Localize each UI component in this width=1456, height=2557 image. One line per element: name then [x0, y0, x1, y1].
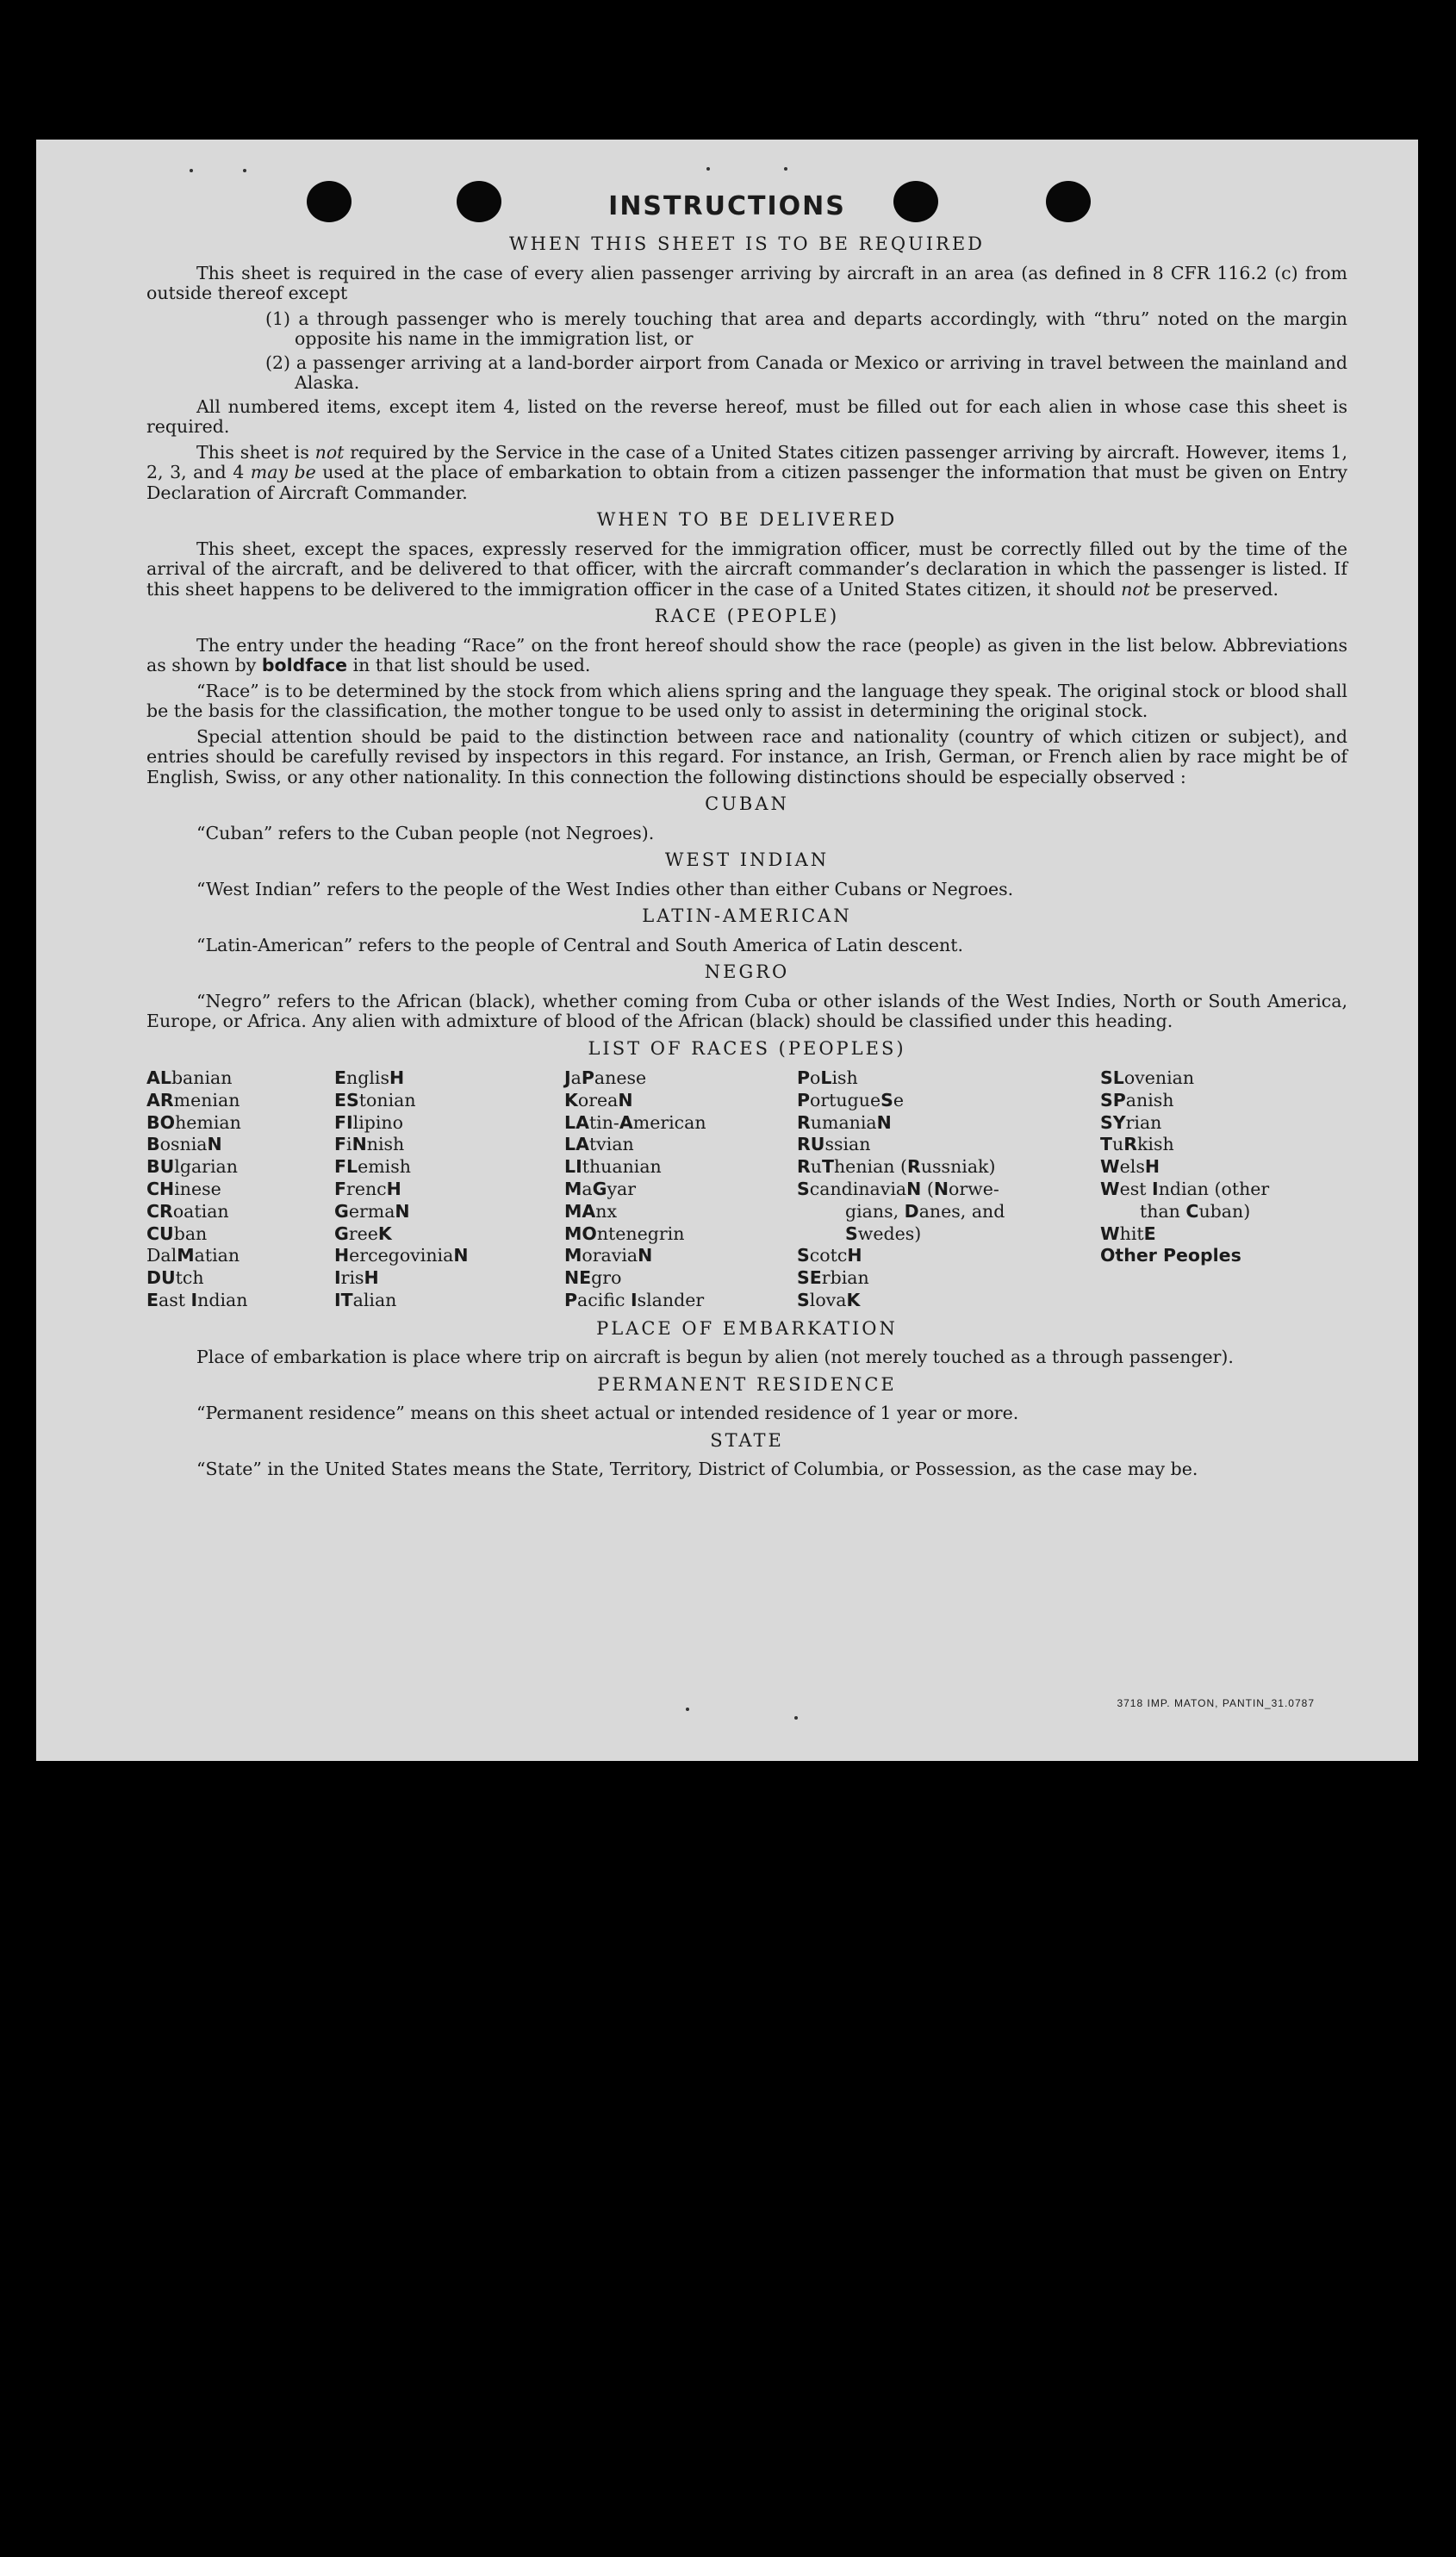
race-entry: GermaN — [334, 1200, 410, 1222]
page-title: INSTRUCTIONS — [608, 191, 846, 221]
paragraph: “State” in the United States means the State, Territory, District of Columbia, or Possession, as the case may be. — [196, 1459, 1198, 1480]
speck — [190, 169, 193, 172]
race-entry: SPanish — [1100, 1089, 1174, 1111]
instructions-body — [146, 234, 1347, 1485]
speck — [243, 169, 246, 172]
races-column — [146, 1067, 334, 1312]
section-heading: LIST OF RACES (PEOPLES) — [588, 1037, 906, 1059]
race-entry: SLovenian — [1100, 1067, 1195, 1088]
race-entry: Pacific Islander — [564, 1289, 705, 1310]
paragraph: All numbered items, except item 4, listed on the reverse hereof, must be filled out for each alien in whose case this sheet is required. — [146, 395, 1347, 437]
race-entry: LIthuanian — [564, 1156, 662, 1178]
races-column — [564, 1067, 797, 1312]
section-heading: STATE — [710, 1429, 784, 1451]
paragraph: “Negro” refers to the African (black), whether coming from Cuba or other islands of the West Indies, North or South America, Europe, or Africa. Any alien with admixture of blood of the African (black) should be classified under this heading. — [146, 990, 1347, 1031]
race-entry: SErbian — [797, 1267, 869, 1289]
race-entry: BosniaN — [146, 1134, 222, 1155]
races-list — [146, 1067, 1347, 1312]
race-entry: FLemish — [334, 1156, 411, 1178]
race-entry: FIlipino — [334, 1111, 403, 1133]
print-code: 3718 IMP. MATON, PANTIN_31.0787 — [1117, 1697, 1315, 1709]
paragraph: “Cuban” refers to the Cuban people (not Negroes). — [196, 822, 655, 843]
race-entry: ARmenian — [146, 1089, 240, 1111]
race-entry: ITalian — [334, 1289, 397, 1310]
race-entry: DalMatian — [146, 1245, 240, 1266]
race-entry: PoLish — [797, 1067, 858, 1088]
race-entry: MOntenegrin — [564, 1223, 685, 1244]
section-heading: WEST INDIAN — [664, 849, 830, 870]
race-entry: FiNnish — [334, 1134, 405, 1155]
race-entry: IrisH — [334, 1267, 379, 1289]
race-entry: Other Peoples — [1100, 1245, 1241, 1266]
race-entry: West Indian (other — [1100, 1178, 1270, 1199]
speck — [794, 1716, 798, 1720]
paragraph: This sheet is not required by the Service in the case of a United States citizen passenger arriving by aircraft. However, items 1, 2, 3, and 4 may be used at the place of embarkation to obtain from a citizen passenger the information that must be given on Entry Declaration of Aircraft Commander. — [146, 441, 1348, 503]
race-entry: FrencH — [334, 1178, 401, 1199]
race-entry: CRoatian — [146, 1200, 229, 1222]
paragraph: Special attention should be paid to the distinction between race and nationality (country of which citizen or subject), and entries should be carefully revised by inspectors in this regard. For instance, an Irish, German, or French alien by race might be of English, Swiss, or any other nationality. In this connection the following distinctions should be especially observed : — [146, 725, 1347, 787]
race-entry: RuThenian (Russniak) — [797, 1156, 996, 1178]
race-entry: ALbanian — [146, 1067, 233, 1088]
list-item: (1) a through passenger who is merely touching that area and departs accordingly, with “thru” noted on the margin opposite his name in the immigration list, or — [265, 308, 1347, 349]
section-heading: LATIN-AMERICAN — [642, 905, 852, 926]
race-entry: TuRkish — [1100, 1134, 1174, 1155]
paragraph: “Latin-American” refers to the people of Central and South America of Latin descent. — [196, 934, 963, 955]
race-entry: gians, Danes, and — [845, 1200, 1005, 1222]
paragraph: Place of embarkation is place where trip on aircraft is begun by alien (not merely touched as a through passenger). — [196, 1347, 1234, 1368]
race-entry: ScotcH — [797, 1245, 862, 1266]
section-heading: PLACE OF EMBARKATION — [596, 1317, 898, 1339]
race-entry: SlovaK — [797, 1289, 861, 1310]
race-entry: BOhemian — [146, 1111, 241, 1133]
section-heading: WHEN THIS SHEET IS TO BE REQUIRED — [508, 233, 986, 254]
race-entry: MoraviaN — [564, 1245, 653, 1266]
paragraph: “Permanent residence” means on this sheet actual or intended residence of 1 year or more. — [196, 1403, 1019, 1424]
race-entry: JaPanese — [564, 1067, 647, 1088]
race-entry: HercegoviniaN — [334, 1245, 469, 1266]
race-entry: EnglisH — [334, 1067, 405, 1088]
speck — [686, 1708, 689, 1711]
section-heading: RACE (PEOPLE) — [654, 606, 840, 626]
race-entry: WhitE — [1100, 1223, 1156, 1244]
race-entry: BUlgarian — [146, 1156, 238, 1178]
paragraph: The entry under the heading “Race” on the front hereof should show the race (people) as given in the list below. Abbreviations as shown by boldface in that list should be used. — [146, 634, 1347, 675]
race-entry: CHinese — [146, 1178, 221, 1199]
races-column — [1100, 1067, 1347, 1312]
race-entry: LAtin-American — [564, 1111, 706, 1133]
race-entry: MAnx — [564, 1200, 618, 1222]
paragraph: “Race” is to be determined by the stock from which aliens spring and the language they speak. The original stock or blood shall be the basis for the classification, the mother tongue to be used only to assist in determining the original stock. — [146, 680, 1347, 721]
paragraph: This sheet, except the spaces, expressly reserved for the immigration officer, must be correctly filled out by the time of the arrival of the aircraft, and be delivered to that officer, with the aircraft commander’s declaration in which the passenger is listed. If this sheet happens to be delivered to the immigration officer in the case of a United States citizen, it should not be preserved. — [146, 538, 1347, 600]
section-heading: NEGRO — [704, 961, 790, 982]
race-entry: ScandinaviaN (Norwe- — [797, 1178, 999, 1199]
race-entry: DUtch — [146, 1267, 204, 1289]
race-entry: than Cuban) — [1140, 1200, 1251, 1222]
race-entry: East Indian — [146, 1289, 248, 1310]
list-item: (2) a passenger arriving at a land-border airport from Canada or Mexico or arriving in travel between the mainland and Alaska. — [265, 352, 1347, 393]
race-entry: CUban — [146, 1223, 208, 1244]
race-entry: MaGyar — [564, 1178, 637, 1199]
race-entry: LAtvian — [564, 1134, 634, 1155]
section-heading: PERMANENT RESIDENCE — [597, 1373, 897, 1395]
race-entry: GreeK — [334, 1223, 392, 1244]
race-entry: KoreaN — [564, 1089, 633, 1111]
race-entry: NEgro — [564, 1267, 622, 1289]
race-entry: RumaniaN — [797, 1111, 892, 1133]
speck — [706, 167, 710, 171]
race-entry: EStonian — [334, 1089, 416, 1111]
speck — [784, 167, 787, 171]
race-entry: RUssian — [797, 1134, 871, 1155]
race-entry: PortugueSe — [797, 1089, 904, 1111]
races-column — [797, 1067, 1100, 1312]
paragraph: “West Indian” refers to the people of the West Indies other than either Cubans or Negroes. — [196, 878, 1014, 899]
races-column — [334, 1067, 564, 1312]
paragraph: This sheet is required in the case of every alien passenger arriving by aircraft in an area (as defined in 8 CFR 116.2 (c) from outside thereof except — [146, 262, 1347, 303]
section-heading: WHEN TO BE DELIVERED — [596, 509, 898, 530]
race-entry: SYrian — [1100, 1111, 1162, 1133]
section-heading: CUBAN — [705, 793, 789, 814]
document-page — [36, 140, 1418, 1761]
race-entry: Swedes) — [845, 1223, 922, 1244]
race-entry: WelsH — [1100, 1156, 1160, 1178]
